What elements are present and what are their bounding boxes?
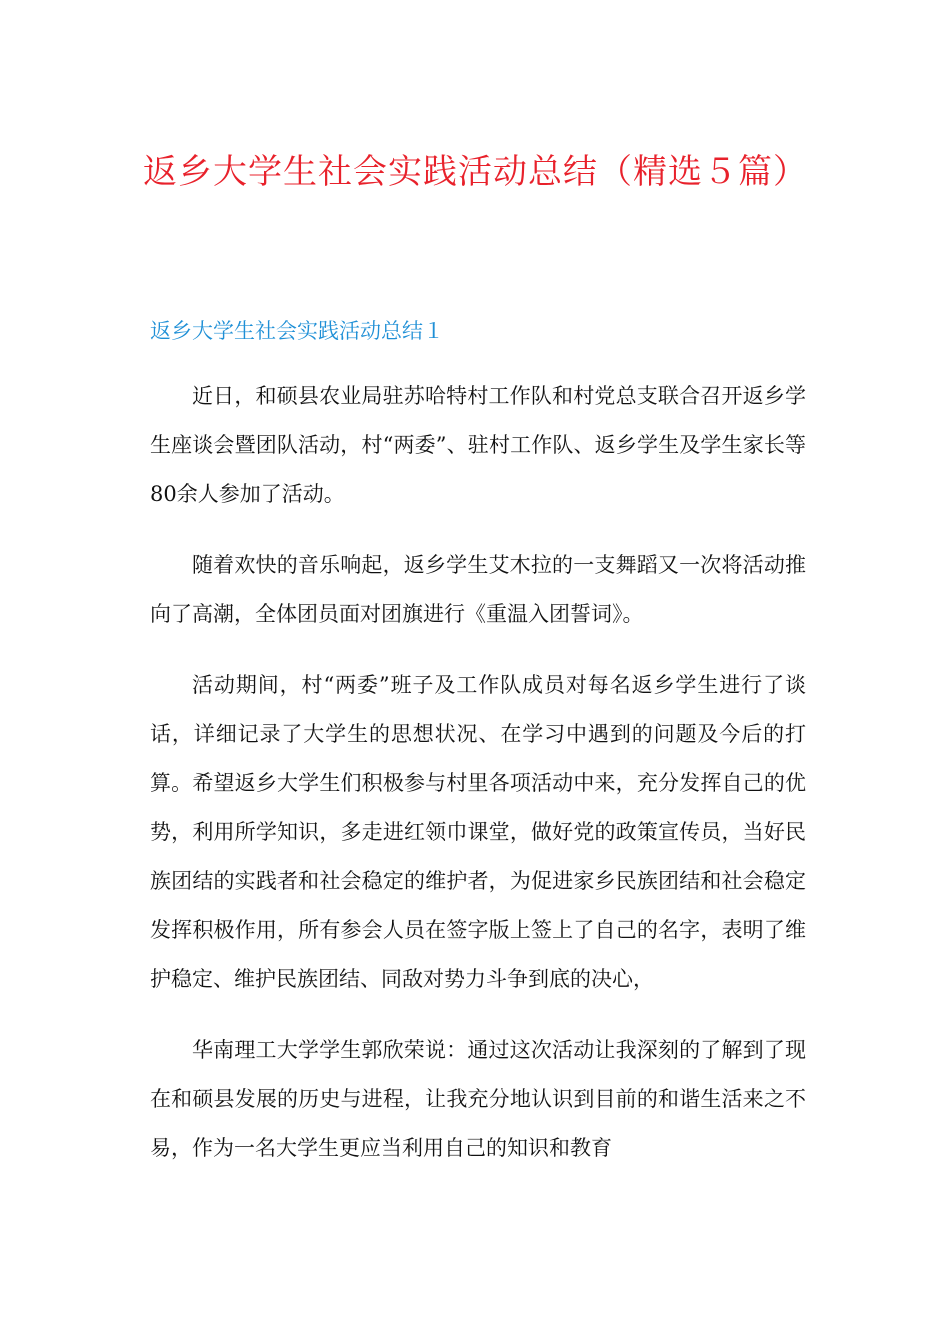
paragraph: 近日，和硕县农业局驻苏哈特村工作队和村党总支联合召开返乡学生座谈会暨团队活动，村“两委”、驻村工作队、返乡学生及学生家长等80余人参加了活动。 [150, 384, 806, 506]
document-body [150, 372, 806, 1195]
document-title: 返乡大学生社会实践活动总结（精选５篇） [143, 152, 808, 192]
section-heading: 返乡大学生社会实践活动总结１ [150, 319, 444, 343]
paragraph: 华南理工大学学生郭欣荣说：通过这次活动让我深刻的了解到了现在和硕县发展的历史与进程，让我充分地认识到目前的和谐生活来之不易，作为一名大学生更应当利用自己的知识和教育 [150, 1038, 806, 1160]
paragraph: 活动期间，村“两委”班子及工作队成员对每名返乡学生进行了谈话，详细记录了大学生的思想状况、在学习中遇到的问题及今后的打算。希望返乡大学生们积极参与村里各项活动中来，充分发挥自己的优势，利用所学知识，多走进红领巾课堂，做好党的政策宣传员，当好民族团结的实践者和社会稳定的维护者，为促进家乡民族团结和社会稳定发挥积极作用，所有参会人员在签字版上签上了自己的名字，表明了维护稳定、维护民族团结、同敌对势力斗争到底的决心， [150, 673, 806, 991]
paragraph: 随着欢快的音乐响起，返乡学生艾木拉的一支舞蹈又一次将活动推向了高潮，全体团员面对团旗进行《重温入团誓词》。 [150, 553, 806, 626]
